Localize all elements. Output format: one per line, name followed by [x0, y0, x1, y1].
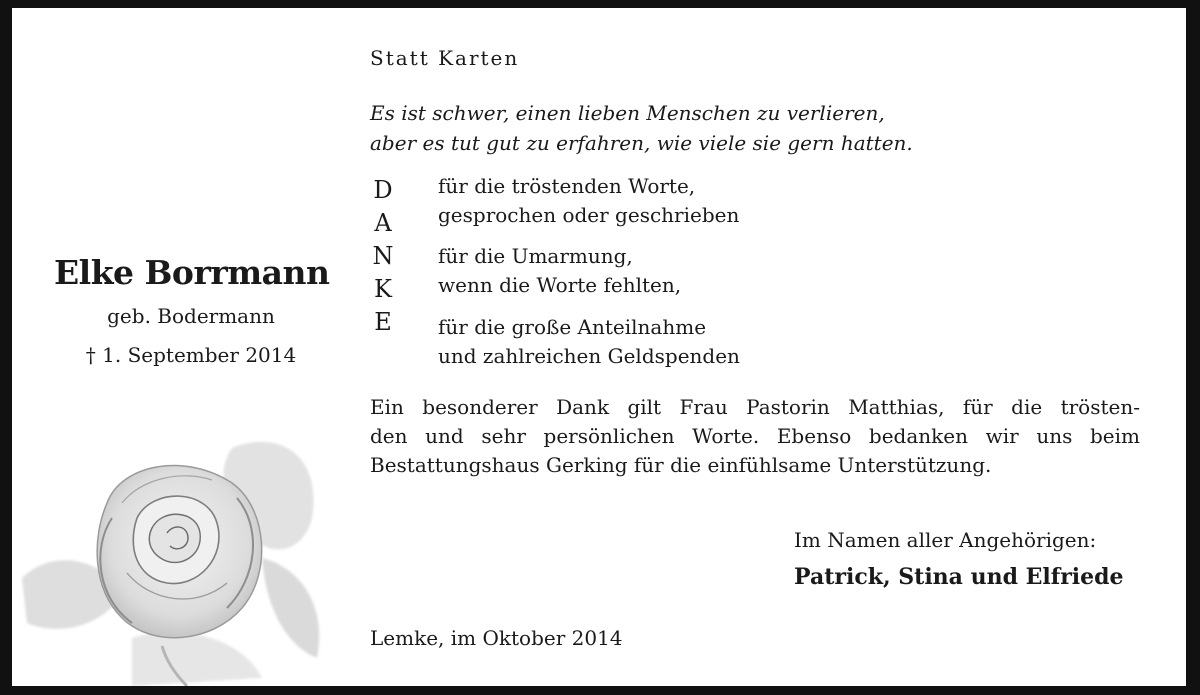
danke-letter: E [374, 308, 392, 336]
thanks-line: wenn die Worte fehlten, [438, 273, 682, 297]
death-date: † 1. September 2014 [85, 343, 297, 367]
birth-name: geb. Bodermann [107, 304, 275, 328]
notice-heading: Statt Karten [370, 46, 520, 70]
danke-letter: A [374, 209, 392, 237]
thanks-line: für die Umarmung, [438, 244, 633, 268]
quote-line: aber es tut gut zu erfahren, wie viele sie gern hatten. [370, 131, 913, 155]
signature-intro: Im Namen aller Angehörigen: [794, 528, 1097, 552]
danke-letter: D [373, 176, 393, 204]
rose-illustration [12, 408, 332, 686]
danke-letter: K [374, 275, 392, 303]
acknowledgement-paragraph [370, 393, 1140, 480]
thanks-item [438, 242, 681, 300]
thanks-item [438, 172, 739, 230]
signature-names: Patrick, Stina und Elfriede [794, 564, 1124, 590]
deceased-name: Elke Borrmann [54, 253, 330, 292]
danke-letter: N [372, 242, 394, 270]
quote-line: Es ist schwer, einen lieben Menschen zu verlieren, [370, 101, 885, 125]
danke-acrostic [370, 174, 396, 339]
paragraph-line: Bestattungshaus Gerking für die einfühlsame Unterstützung. [370, 453, 992, 477]
quote [370, 98, 913, 158]
thanks-line: für die große Anteilnahme [438, 315, 707, 339]
paragraph-line: Ein besonderer Dank gilt Frau Pastorin Matthias, für die trösten- [370, 395, 1140, 419]
thanks-line: für die tröstenden Worte, [438, 174, 696, 198]
place-date: Lemke, im Oktober 2014 [370, 626, 623, 650]
thanks-item [438, 313, 740, 371]
thanks-line: gesprochen oder geschrieben [438, 203, 740, 227]
thanks-line: und zahlreichen Geldspenden [438, 344, 740, 368]
paragraph-line: den und sehr persönlichen Worte. Ebenso bedanken wir uns beim [370, 424, 1140, 448]
